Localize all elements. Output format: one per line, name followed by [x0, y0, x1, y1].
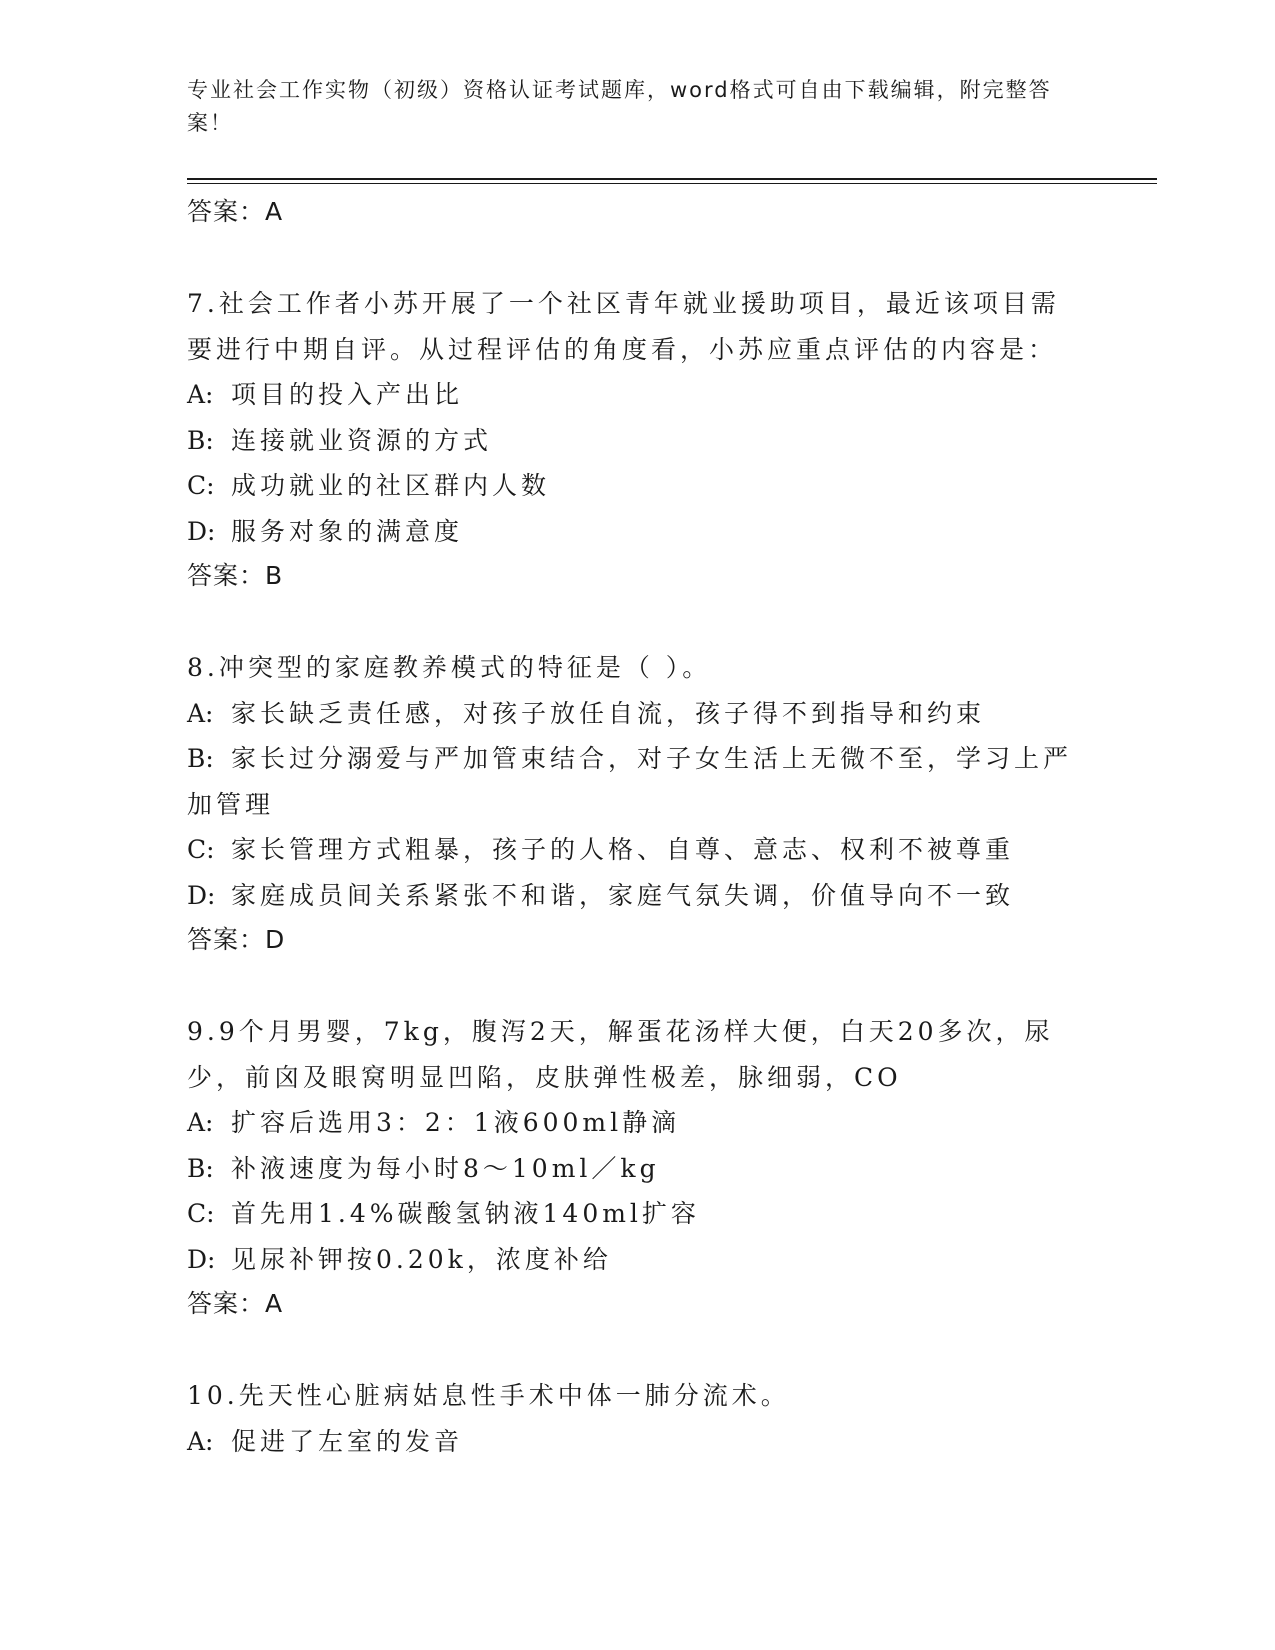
- header-divider: [187, 178, 1157, 180]
- answer-line: 答案：D: [187, 925, 286, 954]
- option-d: [187, 509, 1087, 555]
- option-letter: D:: [187, 516, 216, 546]
- option-c: [187, 1191, 1087, 1237]
- option-letter: C:: [187, 471, 215, 500]
- question-text: 10.先天性心脏病姑息性手术中体一肺分流术。: [187, 1381, 790, 1410]
- answer-line: 答案：A: [187, 1289, 284, 1318]
- option-text: 补液速度为每小时8～10ml／kg: [231, 1153, 660, 1183]
- option-letter: D:: [187, 1244, 216, 1274]
- option-letter: A:: [187, 1426, 214, 1456]
- option-b: [187, 418, 1087, 464]
- question-text: 7.社会工作者小苏开展了一个社区青年就业援助项目，最近该项目需要进行中期自评。从过程评估的角度看，小苏应重点评估的内容是：: [187, 289, 1060, 364]
- option-text: 首先用1.4%碳酸氢钠液140ml扩容: [231, 1199, 700, 1228]
- option-letter: D:: [187, 880, 216, 910]
- option-text: 家长过分溺爱与严加管束结合，对子女生活上无微不至，学习上严加管理: [187, 744, 1073, 819]
- option-letter: C:: [187, 835, 215, 864]
- option-text: 连接就业资源的方式: [231, 425, 493, 455]
- question-block: [187, 281, 1087, 598]
- question-block: [187, 1373, 1087, 1464]
- option-letter: C:: [187, 1199, 215, 1228]
- option-d: [187, 873, 1087, 919]
- option-a: [187, 1419, 1087, 1465]
- option-a: [187, 372, 1087, 418]
- option-letter: B:: [187, 744, 214, 773]
- option-b: [187, 736, 1087, 827]
- question-list: [187, 190, 1087, 1464]
- question-text: 8.冲突型的家庭教养模式的特征是（ ）。: [187, 653, 712, 682]
- option-text: 服务对象的满意度: [231, 516, 464, 546]
- option-text: 项目的投入产出比: [231, 380, 464, 409]
- option-letter: B:: [187, 425, 214, 455]
- document-header: 专业社会工作实物（初级）资格认证考试题库，word格式可自由下载编辑，附完整答案！: [187, 78, 1052, 135]
- option-a: [187, 691, 1087, 737]
- option-d: [187, 1237, 1087, 1283]
- option-letter: A:: [187, 380, 214, 409]
- option-letter: A:: [187, 698, 214, 728]
- option-b: [187, 1146, 1087, 1192]
- option-c: [187, 827, 1087, 873]
- question-text: 9.9个月男婴，7kg，腹泻2天，解蛋花汤样大便，白天20多次，尿少，前囟及眼窝明显凹陷，皮肤弹性极差，脉细弱，CO: [187, 1017, 1054, 1092]
- option-text: 家长缺乏责任感，对孩子放任自流，孩子得不到指导和约束: [231, 698, 986, 728]
- option-text: 见尿补钾按0.20k，浓度补给: [231, 1244, 612, 1274]
- option-text: 家庭成员间关系紧张不和谐，家庭气氛失调，价值导向不一致: [231, 880, 1015, 910]
- header-divider-thin: [187, 183, 1157, 184]
- option-text: 家长管理方式粗暴，孩子的人格、自尊、意志、权利不被尊重: [231, 835, 1015, 864]
- answer-line: 答案：B: [187, 561, 284, 590]
- option-letter: A:: [187, 1108, 214, 1137]
- option-a: [187, 1100, 1087, 1146]
- question-block: [187, 1009, 1087, 1326]
- answer-line: 答案：A: [187, 197, 284, 226]
- option-text: 扩容后选用3：2：1液600ml静滴: [231, 1108, 681, 1137]
- option-letter: B:: [187, 1153, 214, 1183]
- option-text: 成功就业的社区群内人数: [231, 471, 551, 500]
- option-text: 促进了左室的发音: [231, 1426, 464, 1456]
- option-c: [187, 463, 1087, 509]
- question-block: [187, 645, 1087, 962]
